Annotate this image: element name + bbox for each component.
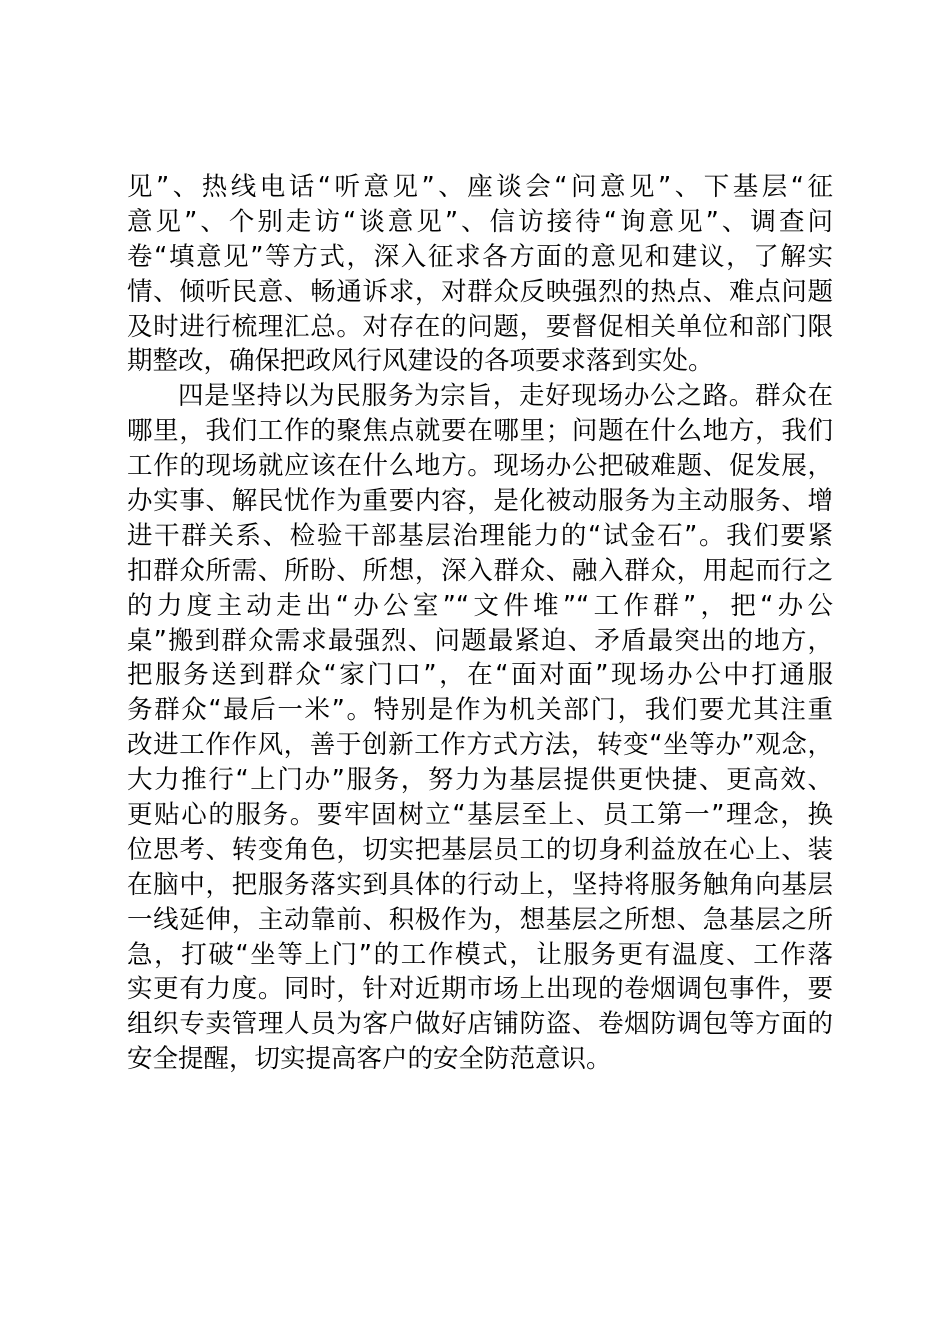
text-line: 安全提醒，切实提高客户的安全防范意识。 (127, 1044, 612, 1075)
text-line: 在脑中，把服务落实到具体的行动上，坚持将服务触角向基层 (127, 869, 833, 900)
text-line: 务群众“最后一米”。特别是作为机关部门，我们要尤其注重 (127, 695, 833, 726)
text-line: 扣群众所需、所盼、所想，深入群众、融入群众，用起而行之 (127, 555, 833, 586)
text-line: 改进工作作风，善于创新工作方式方法，转变“坐等办”观念， (127, 730, 833, 761)
text-line: 一线延伸，主动靠前、积极作为，想基层之所想、急基层之所 (127, 904, 833, 935)
paragraph-service (127, 379, 833, 1077)
text-line: 把服务送到群众“家门口”，在“面对面”现场办公中打通服 (127, 660, 833, 691)
text-line: 的力度主动走出“办公室”“文件堆”“工作群”，把“办公 (127, 590, 833, 621)
text-line: 位思考、转变角色，切实把基层员工的切身利益放在心上、装 (127, 834, 833, 865)
text-line: 实更有力度。同时，针对近期市场上出现的卷烟调包事件，要 (127, 974, 833, 1005)
text-line: 更贴心的服务。要牢固树立“基层至上、员工第一”理念，换 (127, 800, 833, 831)
text-line: 四是坚持以为民服务为宗旨，走好现场办公之路。群众在 (178, 381, 833, 412)
text-line: 及时进行梳理汇总。对存在的问题，要督促相关单位和部门限 (127, 311, 833, 342)
text-line: 期整改，确保把政风行风建设的各项要求落到实处。 (127, 346, 714, 377)
text-line: 办实事、解民忧作为重要内容，是化被动服务为主动服务、增 (127, 486, 833, 517)
text-line: 见”、热线电话“听意见”、座谈会“问意见”、下基层“征 (127, 172, 833, 202)
text-line: 大力推行“上门办”服务，努力为基层提供更快捷、更高效、 (127, 765, 833, 796)
text-line: 意见”、个别走访“谈意见”、信访接待“询意见”、调查问 (127, 206, 833, 237)
paragraph-continued (127, 170, 833, 379)
text-line: 进干群关系、检验干部基层治理能力的“试金石”。我们要紧 (127, 520, 833, 551)
body-text (127, 170, 833, 1077)
text-line: 急，打破“坐等上门”的工作模式，让服务更有温度、工作落 (127, 939, 833, 970)
text-line: 桌”搬到群众需求最强烈、问题最紧迫、矛盾最突出的地方， (127, 625, 833, 656)
text-line: 工作的现场就应该在什么地方。现场办公把破难题、促发展， (127, 451, 833, 482)
text-line: 情、倾听民意、畅通诉求，对群众反映强烈的热点、难点问题 (127, 276, 833, 307)
text-line: 卷“填意见”等方式，深入征求各方面的意见和建议，了解实 (127, 241, 833, 272)
text-line: 哪里，我们工作的聚焦点就要在哪里；问题在什么地方，我们 (127, 416, 833, 447)
text-line: 组织专卖管理人员为客户做好店铺防盗、卷烟防调包等方面的 (127, 1009, 833, 1040)
